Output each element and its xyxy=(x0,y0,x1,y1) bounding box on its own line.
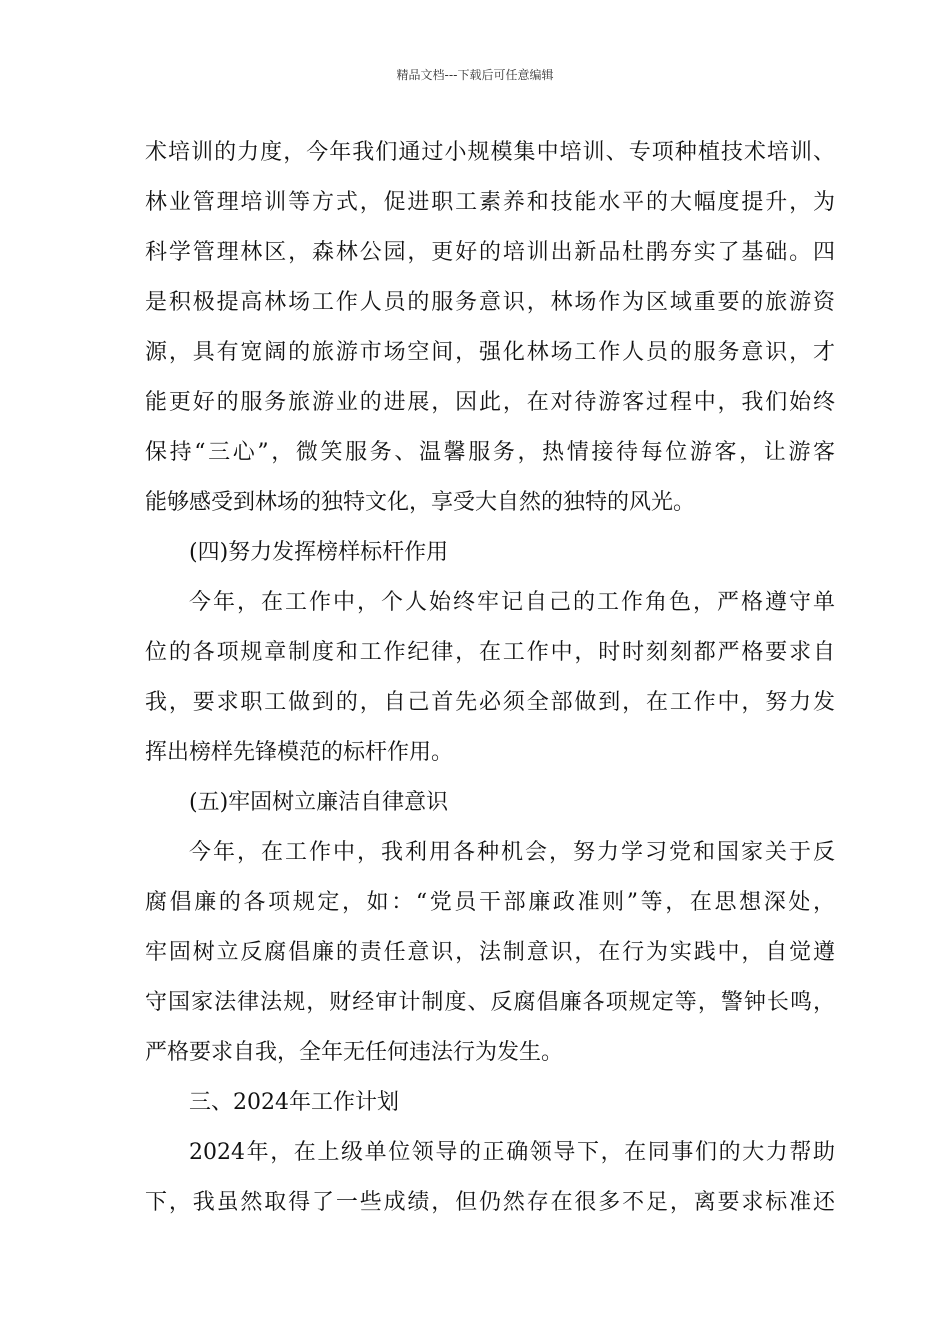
paragraph-line: 今年，在工作中，个人始终牢记自己的工作角色，严格遵守单 xyxy=(189,590,835,615)
paragraph-line: 位的各项规章制度和工作纪律，在工作中，时时刻刻都严格要求自 xyxy=(145,640,835,665)
paragraph-line: 守国家法律法规，财经审计制度、反腐倡廉各项规定等，警钟长鸣， xyxy=(145,990,835,1015)
paragraph-line: 腐倡廉的各项规定，如：“党员干部廉政准则”等，在思想深处， xyxy=(145,890,835,915)
document-body xyxy=(145,128,835,1228)
section-heading: (五)牢固树立廉洁自律意识 xyxy=(189,790,449,815)
paragraph-line: 2024年，在上级单位领导的正确领导下，在同事们的大力帮助 xyxy=(189,1140,835,1165)
paragraph-line: 今年，在工作中，我利用各种机会，努力学习党和国家关于反 xyxy=(189,840,835,865)
paragraph-line: 是积极提高林场工作人员的服务意识，林场作为区域重要的旅游资 xyxy=(145,290,835,315)
section-heading: 三、2024年工作计划 xyxy=(189,1090,399,1115)
paragraph-line: 我，要求职工做到的，自己首先必须全部做到，在工作中，努力发 xyxy=(145,690,835,715)
paragraph-line: 牢固树立反腐倡廉的责任意识，法制意识，在行为实践中，自觉遵 xyxy=(145,940,835,965)
paragraph-line: 科学管理林区，森林公园，更好的培训出新品杜鹃夯实了基础。四 xyxy=(145,240,835,265)
paragraph-line: 能够感受到林场的独特文化，享受大自然的独特的风光。 xyxy=(145,490,696,515)
paragraph-line: 挥出榜样先锋模范的标杆作用。 xyxy=(145,740,454,765)
paragraph-line: 源，具有宽阔的旅游市场空间，强化林场工作人员的服务意识，才 xyxy=(145,340,835,365)
paragraph-line: 术培训的力度，今年我们通过小规模集中培训、专项种植技术培训、 xyxy=(145,140,835,165)
paragraph-line: 严格要求自我，全年无任何违法行为发生。 xyxy=(145,1040,564,1065)
page-header: 精品文档---下载后可任意编辑 xyxy=(396,68,554,82)
paragraph-line: 保持“三心”，微笑服务、温馨服务，热情接待每位游客，让游客 xyxy=(145,440,835,465)
paragraph-line: 下，我虽然取得了一些成绩，但仍然存在很多不足，离要求标准还 xyxy=(145,1190,835,1215)
paragraph-line: 能更好的服务旅游业的进展，因此，在对待游客过程中，我们始终 xyxy=(145,390,835,415)
section-heading: (四)努力发挥榜样标杆作用 xyxy=(189,540,449,565)
paragraph-line: 林业管理培训等方式，促进职工素养和技能水平的大幅度提升，为 xyxy=(145,190,835,215)
